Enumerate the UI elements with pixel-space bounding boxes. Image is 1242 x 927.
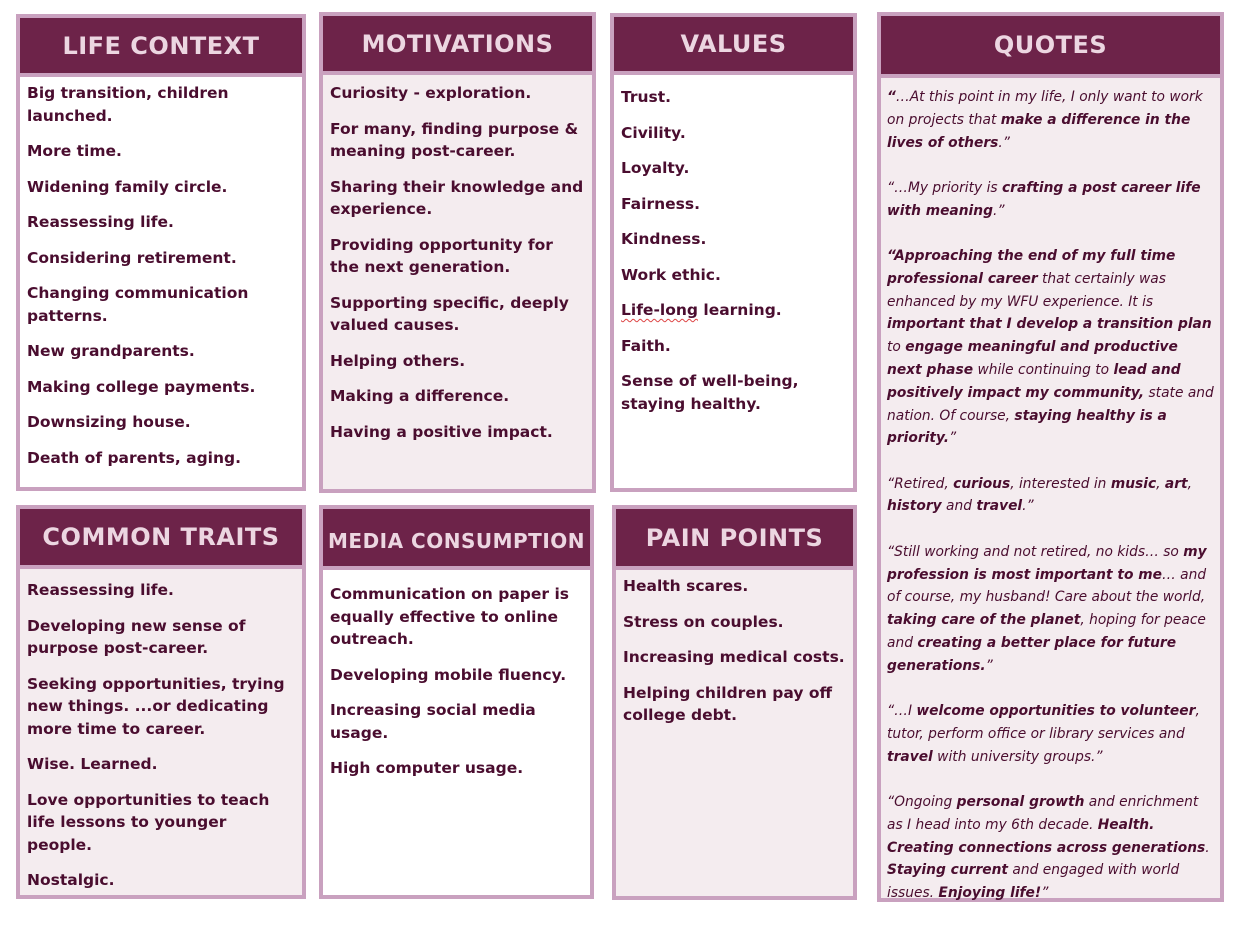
quote-item: “…I welcome opportunities to volunteer, tutor, perform office or library services and travel with university groups.” <box>887 703 1200 765</box>
card-quotes <box>877 12 1224 902</box>
list-item: Communication on paper is equally effective to online outreach. <box>330 585 569 648</box>
quote-item: “Retired, curious, interested in music, art, history and travel.” <box>887 475 1193 515</box>
card-common-traits-title: COMMON TRAITS <box>42 523 280 551</box>
list-item: Increasing medical costs. <box>623 648 845 666</box>
card-quotes-title: QUOTES <box>993 31 1108 59</box>
card-life-context-title: LIFE CONTEXT <box>62 31 260 60</box>
list-item: Faith. <box>621 336 671 355</box>
list-item: Life-long learning. <box>621 301 782 319</box>
list-item: Loyalty. <box>621 159 690 177</box>
card-life-context-header <box>20 18 302 77</box>
quote-item: “…At this point in my life, I only want to work on projects that make a difference in the lives of others.” <box>887 89 1203 151</box>
list-item: Trust. <box>621 88 672 106</box>
card-values-title: VALUES <box>680 30 787 58</box>
list-item: Fairness. <box>621 194 700 213</box>
card-media-consumption-title: MEDIA CONSUMPTION <box>328 528 585 553</box>
card-pain-points-title: PAIN POINTS <box>645 523 824 552</box>
list-item: Downsizing house. <box>27 413 191 431</box>
card-common-traits-header <box>20 509 302 569</box>
card-motivations <box>319 12 596 493</box>
list-item: Sense of well-being, staying healthy. <box>621 372 799 413</box>
list-item: Widening family circle. <box>27 177 228 196</box>
quotes-list <box>887 86 1214 927</box>
list-item: New grandparents. <box>27 342 195 360</box>
spelling-flag: Life-long <box>621 301 698 319</box>
list-item: Developing new sense of purpose post-career. <box>27 616 246 657</box>
quote-item: “Still working and not retired, no kids… so my profession is most important to me… and of course, my husband! Care about the world, taking care of the planet, hoping for peace and creating a better place for future generations.” <box>887 543 1207 674</box>
list-item: Making college payments. <box>27 377 256 396</box>
list-item: Providing opportunity for the next generation. <box>330 235 553 276</box>
list-item: Reassessing life. <box>27 581 174 599</box>
card-pain-points-header <box>616 509 853 570</box>
quote-item: “Approaching the end of my full time professional career that certainly was enhanced by my WFU experience. It is important that I develop a transition plan to engage meaningful and productive next phase while continuing to lead and positively impact my community, state and nation. Of course, staying healthy is a priority.” <box>887 247 1214 447</box>
list-item: Seeking opportunities, trying new things. ...or dedicating more time to career. <box>27 674 285 738</box>
pain-points-list <box>623 575 847 740</box>
list-item: Changing communication patterns. <box>27 284 249 325</box>
list-item: Curiosity - exploration. <box>330 84 532 102</box>
list-item: Helping children pay off college debt. <box>623 683 833 724</box>
list-item: Making a difference. <box>330 387 510 405</box>
life-context-list <box>27 82 296 482</box>
list-item: Wise. Learned. <box>27 755 158 773</box>
list-item: Increasing social media usage. <box>330 701 536 742</box>
list-item: Nostalgic. <box>27 871 115 889</box>
card-pain-points <box>612 505 857 900</box>
list-item: Developing mobile fluency. <box>330 665 567 684</box>
values-list <box>621 86 847 428</box>
list-item: Considering retirement. <box>27 248 237 267</box>
list-item: Death of parents, aging. <box>27 448 242 467</box>
list-item: Civility. <box>621 123 686 142</box>
list-item: Love opportunities to teach life lessons to younger people. <box>27 790 270 854</box>
list-item: Big transition, children launched. <box>27 84 229 125</box>
card-quotes-header <box>881 16 1220 78</box>
quote-item: “Ongoing personal growth and enrichment as I head into my 6th decade. Health. Creating connections across generations. Staying current and engaged with world issues. Enjoying life!” <box>887 793 1210 902</box>
list-item: Sharing their knowledge and experience. <box>330 177 584 218</box>
motivations-list <box>330 82 586 456</box>
card-motivations-title: MOTIVATIONS <box>361 29 554 58</box>
common-traits-list <box>27 579 296 905</box>
card-motivations-header <box>323 16 592 75</box>
media-consumption-list <box>330 583 584 793</box>
list-item: Stress on couples. <box>623 612 784 631</box>
card-common-traits <box>16 505 306 899</box>
list-item: Work ethic. <box>621 265 721 284</box>
list-item: Helping others. <box>330 351 466 370</box>
list-item: Having a positive impact. <box>330 422 553 441</box>
list-item: Health scares. <box>623 577 749 595</box>
card-life-context <box>16 14 306 491</box>
list-item: For many, finding purpose & meaning post-career. <box>330 119 579 160</box>
card-media-consumption-header <box>323 509 590 570</box>
list-item: More time. <box>27 142 122 160</box>
card-values <box>610 13 857 492</box>
list-item: Reassessing life. <box>27 213 174 231</box>
list-item: Kindness. <box>621 230 707 248</box>
list-item: Supporting specific, deeply valued causes. <box>330 293 569 334</box>
card-values-header <box>614 17 853 75</box>
quote-item: “…My priority is crafting a post career life with meaning.” <box>887 179 1201 219</box>
card-media-consumption <box>319 505 594 899</box>
list-item: High computer usage. <box>330 759 524 777</box>
